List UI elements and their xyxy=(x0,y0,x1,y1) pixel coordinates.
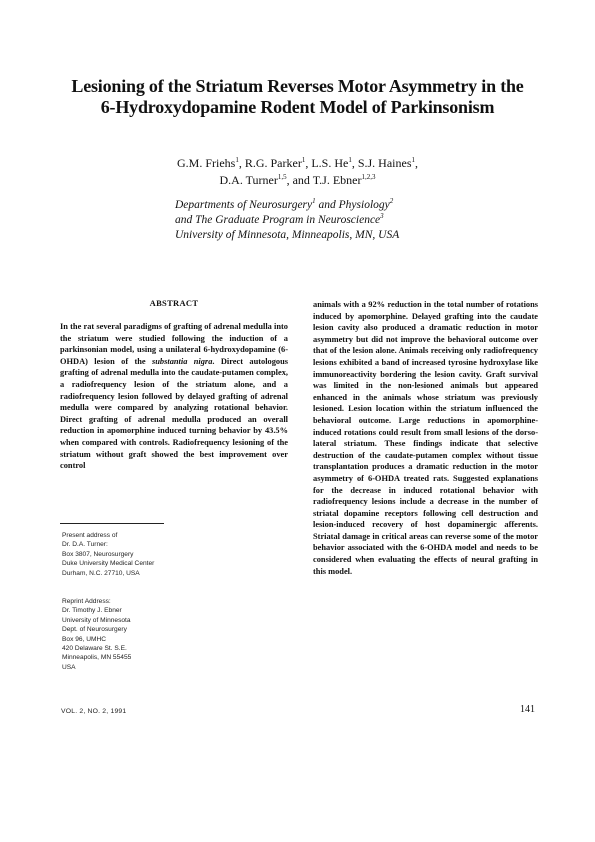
footnote-line: Box 3807, Neurosurgery xyxy=(62,550,134,558)
author-name: R.G. Parker xyxy=(244,156,302,170)
author-affil-mark: 1 xyxy=(301,156,306,164)
affiliations xyxy=(175,198,475,243)
author-line-2: D.A. Turner$^{1,5}$, and T.J. Ebner$^{1,2,3}$ xyxy=(219,173,376,187)
abstract-text: . Direct autologous grafting of adrenal medulla into the caudate-putamen complex, a radiofrequency lesion of the striatum alone, and a radiofrequency lesion followed by delayed grafting of adrenal medulla were compared by analyzing rotational behavior. Direct grafting of adrenal medulla produced an overall reduction in apomorphine induced turning behavior by 43.5% when compared with controls. Radiofrequency lesioning of the striatum without graft showed the best improvement over control xyxy=(60,356,289,471)
footnote-line: Reprint Address: xyxy=(62,598,111,605)
author-affil-mark: 1,5 xyxy=(277,173,287,181)
page-number: 141 xyxy=(520,704,535,715)
abstract-text: In the rat several paradigms of grafting of adrenal medulla into the striatum were studied following the induction of a parkinsonian model, using a unilateral 6-hydroxydopamine (6-OHDA) lesion of the xyxy=(60,322,288,366)
affiliation-text: and Physiology xyxy=(318,199,390,211)
footnote-line: Present address of xyxy=(62,532,118,539)
footnote-divider xyxy=(60,523,164,524)
footnote-line: Box 96, UMHC xyxy=(62,635,106,643)
footnote-line: 420 Delaware St. S.E. xyxy=(62,645,127,653)
abstract-italic-term: substantia nigra xyxy=(152,356,213,366)
author-name: L.S. He xyxy=(311,156,349,170)
abstract-left-column xyxy=(60,321,288,472)
abstract-right-column: animals with a 92% reduction in the total number of rotations induced by apomorphine. Delayed grafting into the caudate lesion cavity also produced a dramatic reduction in motor asymmetry but did not improve the behavioral outcome over that of the lesion alone. Animals receiving only radiofrequency lesions exhibited a band of increased tyrosine hydroxylase like immunoreactivity bordering the lesion cavity. Graft survival was limited in the non-lesioned animals but appeared enhanced in the animals whose striatum was previously lesioned. Lesion location within the striatum influenced the behavioral outcome. Large reductions in apomorphine-induced rotations could result from small lesions of the dorso-lateral striatum. These findings indicate that selective destruction of the caudate-putamen complex without tissue transplantation produces a dramatic reduction in the motor asymmetry of 6-OHDA treated rats. Suggested explanations for the decrease in induced rotational behavior with radiofrequency lesions include a decrease in the number of striatal dopamine receptors following cell destruction and lesion-induced recovery of host dopaminergic afferents. Striatal damage in critical areas can reverse some of the motor behavior associated with the 6-OHDA model and needs to be considered when evaluating the effects of neural grafting in this model. xyxy=(313,300,538,576)
affiliation-text: Departments of Neurosurgery xyxy=(175,199,313,211)
affiliation-text: and The Graduate Program in Neuroscience xyxy=(175,214,381,226)
author-name: T.J. Ebner xyxy=(312,173,362,187)
abstract-heading: ABSTRACT xyxy=(149,298,199,308)
footnote-line: USA xyxy=(62,663,76,671)
footnote-line: Minneapolis, MN 55455 xyxy=(62,654,132,662)
author-line-1: G.M. Friehs$^1$, R.G. Parker$^1$, L.S. He$^1$, S.J. Haines$^1$, xyxy=(176,156,418,170)
footnote-line: Durham, N.C. 27710, USA xyxy=(62,569,140,577)
footnote-line: Dr. Timothy J. Ebner xyxy=(62,607,122,615)
reprint-address-footnote xyxy=(62,597,222,672)
affil-mark: 2 xyxy=(389,197,394,206)
author-affil-mark: 1 xyxy=(348,156,352,164)
footnote-line: Dr. D.A. Turner: xyxy=(62,541,108,549)
paper-title xyxy=(30,76,565,118)
author-affil-mark: 1 xyxy=(235,156,239,164)
affil-mark: 1 xyxy=(312,197,316,206)
affil-mark: 3 xyxy=(380,212,384,221)
journal-issue-footer: VOL. 2, NO. 2, 1991 xyxy=(61,708,127,715)
footnote-line: University of Minnesota xyxy=(62,616,131,624)
author-list xyxy=(60,155,535,189)
affiliation-line-3: University of Minnesota, Minneapolis, MN, USA xyxy=(175,229,400,241)
author-name: D.A. Turner xyxy=(219,173,278,187)
affiliation-line-2 xyxy=(175,213,475,228)
affiliation-line-1 xyxy=(175,198,475,213)
author-affil-mark: 1,2,3 xyxy=(361,173,376,181)
author-affil-mark: 1 xyxy=(411,156,415,164)
author-name: S.J. Haines xyxy=(357,156,412,170)
footnote-line: Duke University Medical Center xyxy=(62,560,155,568)
present-address-footnote xyxy=(62,531,222,578)
footnote-line: Dept. of Neurosurgery xyxy=(62,626,127,634)
paper-title-line-2: 6-Hydroxydopamine Rodent Model of Parkinsonism xyxy=(100,97,495,117)
paper-title-line-1: Lesioning of the Striatum Reverses Motor Asymmetry in the xyxy=(71,76,524,96)
author-conjunction: and xyxy=(292,173,310,187)
author-name: G.M. Friehs xyxy=(176,156,236,170)
